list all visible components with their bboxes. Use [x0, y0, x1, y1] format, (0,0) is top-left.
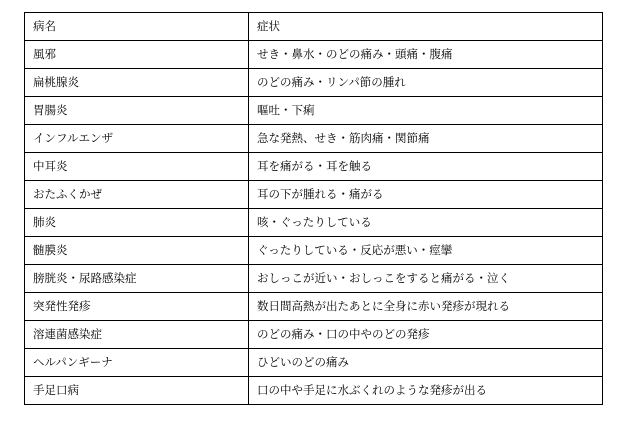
table-row	[25, 265, 603, 293]
symptoms-cell: 数日間高熱が出たあとに全身に赤い発疹が現れる	[249, 293, 603, 321]
table-row	[25, 237, 603, 265]
table-row	[25, 181, 603, 209]
disease-name-cell: 肺炎	[25, 209, 249, 237]
header-symptoms: 症状	[249, 13, 603, 41]
symptoms-cell: ひどいのどの痛み	[249, 349, 603, 377]
disease-name-cell: 膀胱炎・尿路感染症	[25, 265, 249, 293]
disease-name-cell: 中耳炎	[25, 153, 249, 181]
symptoms-cell: 耳を痛がる・耳を触る	[249, 153, 603, 181]
disease-name-cell: 胃腸炎	[25, 97, 249, 125]
symptoms-cell: 耳の下が腫れる・痛がる	[249, 181, 603, 209]
symptoms-cell: 急な発熱、せき・筋肉痛・関節痛	[249, 125, 603, 153]
symptoms-cell: ぐったりしている・反応が悪い・痙攣	[249, 237, 603, 265]
disease-symptom-table	[24, 12, 603, 405]
table-header-row	[25, 13, 603, 41]
table-row	[25, 69, 603, 97]
table-row	[25, 349, 603, 377]
disease-name-cell: 髄膜炎	[25, 237, 249, 265]
symptoms-cell: 嘔吐・下痢	[249, 97, 603, 125]
table-row	[25, 125, 603, 153]
disease-symptom-table-container	[24, 12, 602, 405]
table-row	[25, 321, 603, 349]
header-disease-name: 病名	[25, 13, 249, 41]
disease-name-cell: 扁桃腺炎	[25, 69, 249, 97]
disease-name-cell: 溶連菌感染症	[25, 321, 249, 349]
table-row	[25, 153, 603, 181]
symptoms-cell: 咳・ぐったりしている	[249, 209, 603, 237]
symptoms-cell: のどの痛み・口の中やのどの発疹	[249, 321, 603, 349]
table-row	[25, 209, 603, 237]
table-row	[25, 97, 603, 125]
disease-name-cell: 突発性発疹	[25, 293, 249, 321]
disease-name-cell: ヘルパンギーナ	[25, 349, 249, 377]
symptoms-cell: のどの痛み・リンパ節の腫れ	[249, 69, 603, 97]
table-row	[25, 293, 603, 321]
symptoms-cell: おしっこが近い・おしっこをすると痛がる・泣く	[249, 265, 603, 293]
disease-name-cell: おたふくかぜ	[25, 181, 249, 209]
symptoms-cell: せき・鼻水・のどの痛み・頭痛・腹痛	[249, 41, 603, 69]
disease-name-cell: インフルエンザ	[25, 125, 249, 153]
table-row	[25, 377, 603, 405]
table-row	[25, 41, 603, 69]
disease-name-cell: 風邪	[25, 41, 249, 69]
disease-name-cell: 手足口病	[25, 377, 249, 405]
symptoms-cell: 口の中や手足に水ぶくれのような発疹が出る	[249, 377, 603, 405]
